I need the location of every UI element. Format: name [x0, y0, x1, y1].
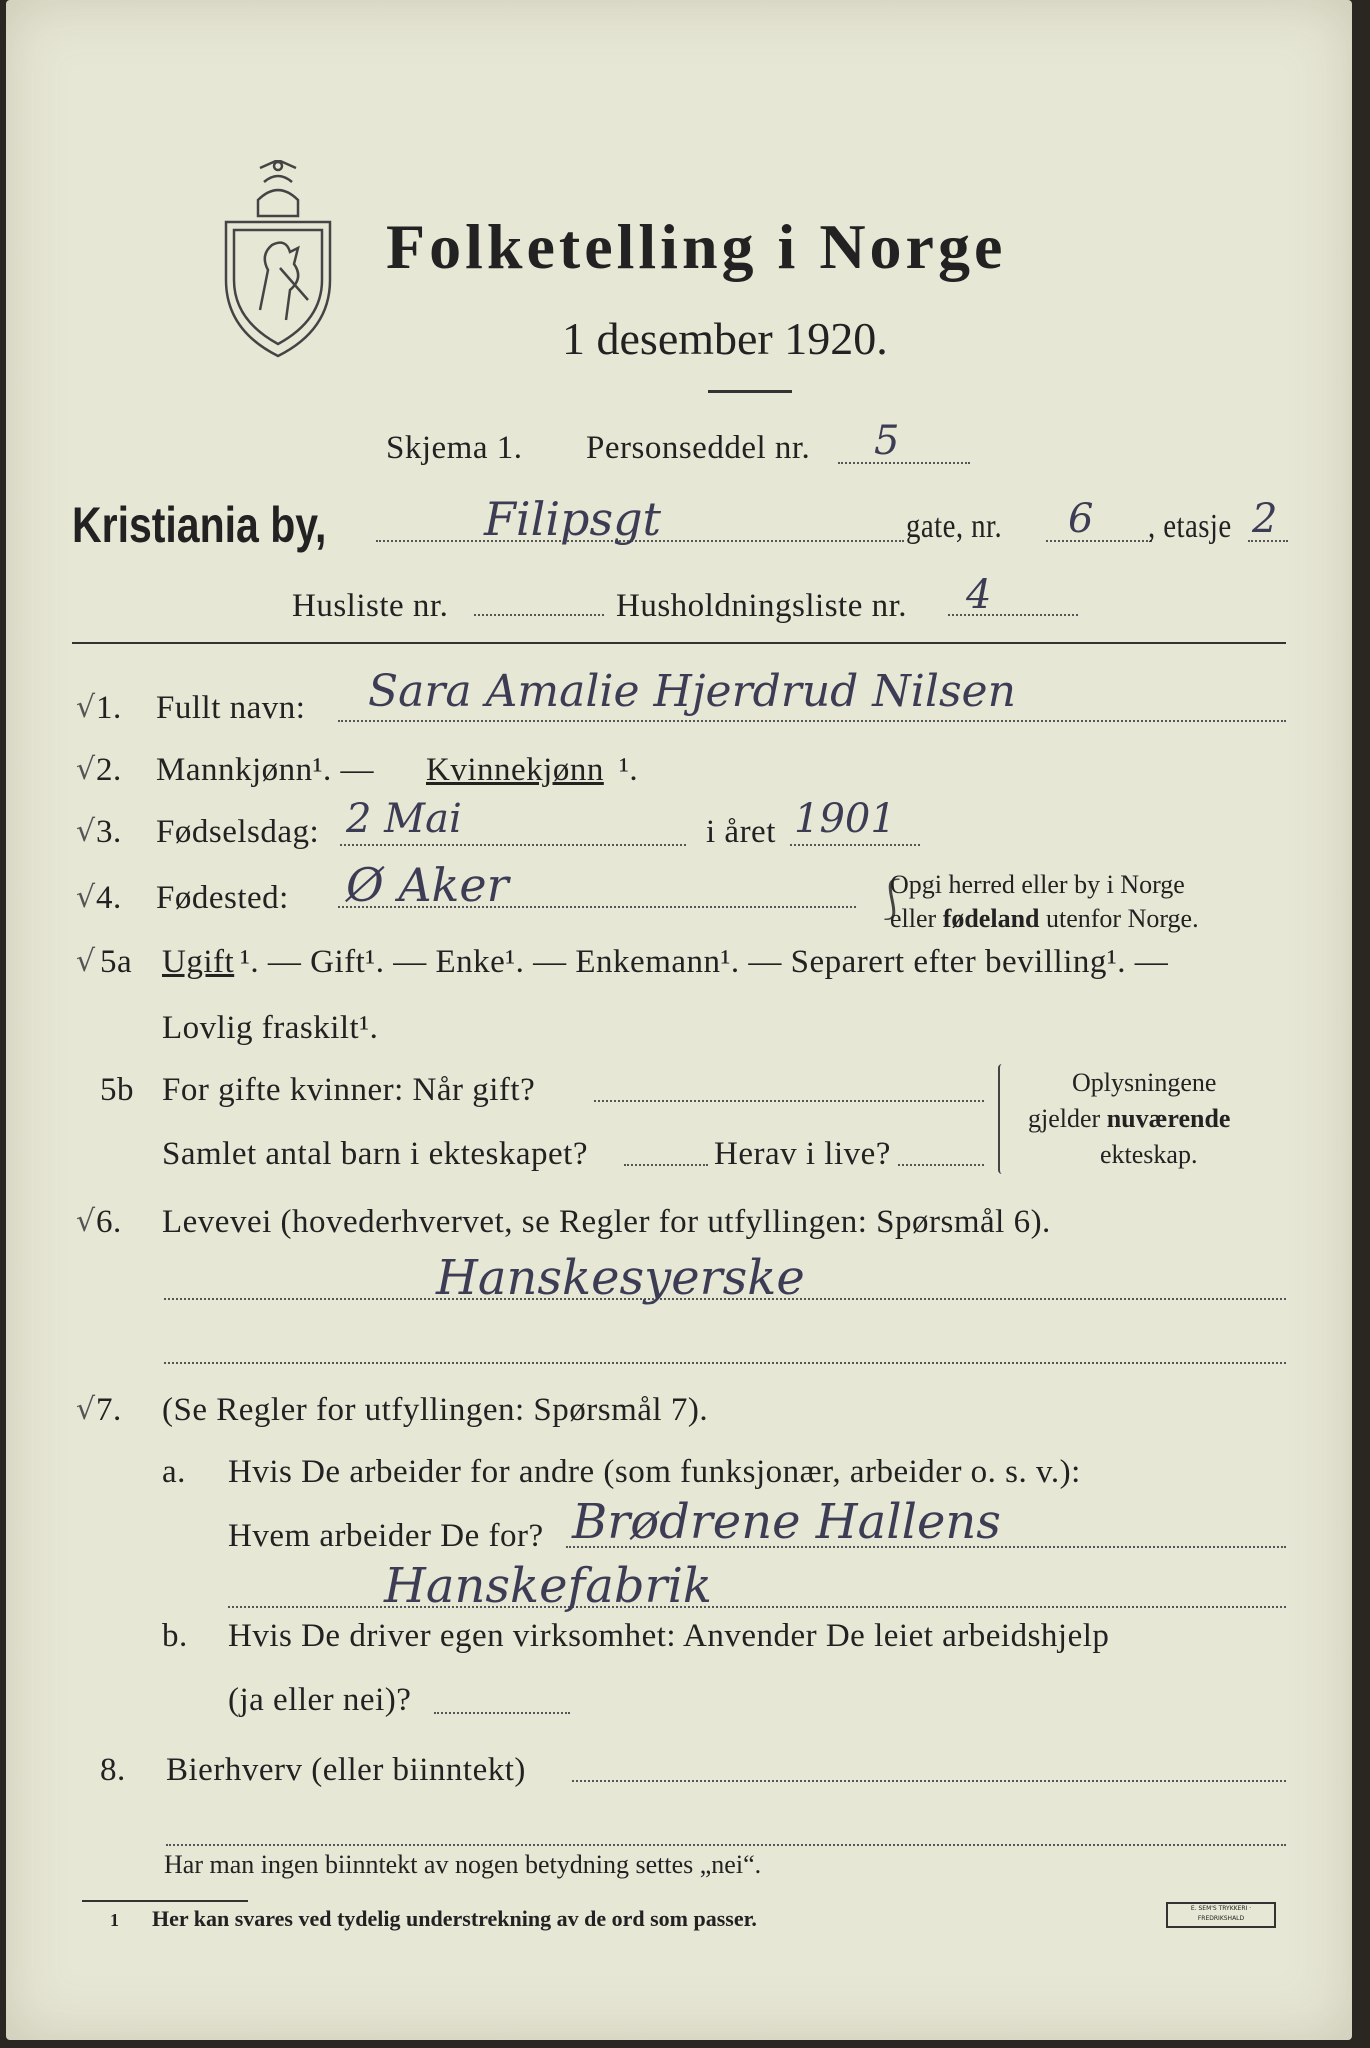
q7-number: 7. — [96, 1392, 122, 1428]
check-mark-6: √ — [76, 1204, 96, 1239]
census-date: 1 desember 1920. — [562, 313, 888, 364]
q2-female-selected: Kvinnekjønn — [426, 752, 604, 788]
q2-male: Mannkjønn¹. — — [156, 752, 375, 788]
section-divider — [72, 642, 1286, 644]
census-form-paper — [6, 0, 1352, 2040]
q4-label: Fødested: — [156, 880, 289, 916]
q3-number: 3. — [96, 814, 122, 850]
printer-stamp: E. SEM'S TRYKKERI · FREDRIKSHALD — [1166, 1902, 1276, 1928]
gate-number: 6 — [1068, 496, 1094, 542]
birthday-value: 2 Mai — [346, 796, 462, 842]
q4-note-2: eller fødeland utenfor Norge. — [890, 904, 1199, 933]
q5b-bracket — [998, 1064, 1006, 1174]
form-title: Folketelling i Norge — [386, 211, 1007, 282]
footnote-number: 1 — [110, 1910, 119, 1930]
q5b-label-children: Samlet antal barn i ekteskapet? — [162, 1136, 589, 1172]
q5a-options: ¹. — Gift¹. — Enke¹. — Enkemann¹. — Separert efter bevilling¹. — — [240, 944, 1169, 980]
personseddel-label: Personseddel nr. — [586, 430, 811, 466]
q1-line — [338, 720, 1286, 722]
check-mark-5a: √ — [76, 944, 96, 979]
q7b-line — [434, 1712, 570, 1714]
side-income-line-1 — [572, 1780, 1286, 1782]
check-mark-7: √ — [76, 1392, 96, 1427]
q1-number: 1. — [96, 690, 122, 726]
etasje-label: , etasje — [1148, 508, 1232, 545]
gate-label: gate, nr. — [906, 508, 1003, 545]
side-income-note: Har man ingen biinntekt av nogen betydning settes „nei“. — [164, 1850, 762, 1879]
q5b-note-2: gjelder nuværende — [1028, 1104, 1231, 1133]
side-income-line-2 — [166, 1844, 1286, 1846]
year-label: i året — [706, 814, 776, 850]
employer-value-2: Hanskefabrik — [384, 1558, 713, 1614]
personseddel-line — [838, 462, 970, 464]
year-line — [790, 844, 920, 846]
husholdning-label: Husholdningsliste nr. — [616, 588, 908, 624]
q5b-note-3: ekteskap. — [1100, 1140, 1198, 1169]
check-mark-3: √ — [76, 814, 96, 849]
q7b-question: (ja eller nei)? — [228, 1682, 412, 1718]
footnote-text: Her kan svares ved tydelig understrekning av de ord som passer. — [152, 1906, 757, 1931]
alive-line — [898, 1164, 984, 1166]
q8-number: 8. — [100, 1752, 126, 1788]
city-label: Kristiania by, — [72, 497, 327, 553]
husliste-line — [474, 614, 604, 616]
q5b-number: 5b — [100, 1072, 134, 1108]
q5a-line2: Lovlig fraskilt¹. — [162, 1010, 379, 1046]
schema-label: Skjema 1. — [386, 430, 523, 466]
check-mark-2: √ — [76, 752, 96, 787]
q5b-label-married: For gifte kvinner: Når gift? — [162, 1072, 536, 1108]
q7a-question: Hvem arbeider De for? — [228, 1518, 544, 1554]
children-line — [624, 1164, 708, 1166]
q5b-note-1: Oplysningene — [1072, 1068, 1217, 1097]
q2-number: 2. — [96, 752, 122, 788]
gate-line — [1046, 540, 1152, 542]
q5b-label-alive: Herav i live? — [714, 1136, 891, 1172]
q3-label: Fødselsdag: — [156, 814, 320, 850]
personseddel-number: 5 — [874, 418, 900, 464]
q6-label: Levevei (hovederhvervet, se Regler for utfyllingen: Spørsmål 6). — [162, 1204, 1051, 1240]
husliste-label: Husliste nr. — [292, 588, 449, 624]
birth-year-value: 1901 — [794, 796, 896, 842]
q8-label: Bierhverv (eller biinntekt) — [166, 1752, 526, 1788]
q4-bracket: ⎰ — [872, 877, 912, 922]
q7a-letter: a. — [162, 1454, 186, 1490]
husholdning-number: 4 — [966, 572, 992, 618]
coat-of-arms-icon — [220, 160, 336, 360]
birthplace-value: Ø Aker — [346, 858, 509, 912]
q4-number: 4. — [96, 880, 122, 916]
q7b-letter: b. — [162, 1618, 188, 1654]
q4-note-1: Opgi herred eller by i Norge — [890, 870, 1185, 899]
q7-label: (Se Regler for utfyllingen: Spørsmål 7). — [162, 1392, 709, 1428]
check-mark-4: √ — [76, 880, 96, 915]
title-divider — [708, 390, 792, 393]
q7a-text: Hvis De arbeider for andre (som funksjonær, arbeider o. s. v.): — [228, 1454, 1081, 1490]
etasje-number: 2 — [1252, 496, 1278, 542]
occupation-line-2 — [164, 1362, 1286, 1364]
birthday-line — [340, 844, 686, 846]
q2-female-sup: ¹. — [619, 752, 639, 788]
q7b-text: Hvis De driver egen virksomhet: Anvender De leiet arbeidshjelp — [228, 1618, 1110, 1654]
married-line — [594, 1100, 984, 1102]
employer-value-1: Brødrene Hallens — [572, 1494, 1001, 1550]
full-name-value: Sara Amalie Hjerdrud Nilsen — [368, 666, 1016, 717]
occupation-value: Hanskesyerske — [436, 1250, 805, 1306]
check-mark-1: √ — [76, 690, 96, 725]
q6-number: 6. — [96, 1204, 122, 1240]
q5a-ugift-selected: Ugift — [162, 944, 235, 980]
q1-label: Fullt navn: — [156, 690, 306, 726]
q5a-number: 5a — [100, 944, 133, 980]
street-value: Filipsgt — [484, 492, 662, 546]
footnote-rule — [82, 1900, 248, 1902]
